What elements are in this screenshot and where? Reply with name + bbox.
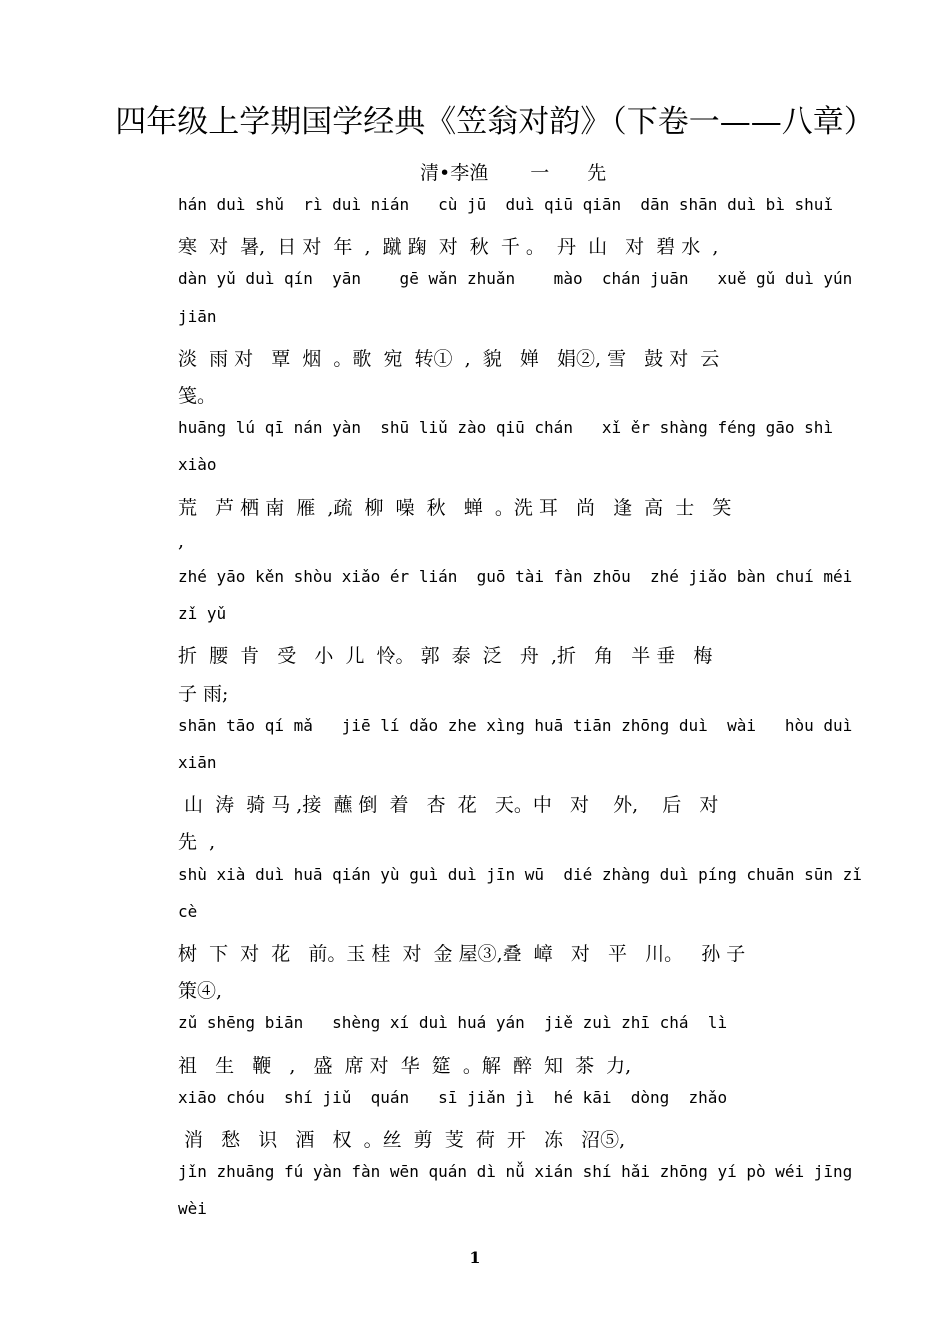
verse-line: 祖 生 鞭 , 盛 席 对 华 筵 。解 醉 知 茶 力, <box>178 1054 632 1077</box>
pinyin-line: dàn yǔ duì qín yān gē wǎn zhuǎn mào chán juān xuě gǔ duì yún <box>178 269 853 289</box>
pinyin-line: cè <box>178 901 198 921</box>
verse-line: 消 愁 识 酒 权 。丝 剪 芰 荷 开 冻 沼⑤, <box>178 1129 626 1151</box>
author: 清•李渔 <box>420 162 489 184</box>
pinyin-line: zhé yāo kěn shòu xiǎo ér lián guō tài fàn zhōu zhé jiǎo bàn chuí méi <box>178 567 853 586</box>
pinyin-line: xiān <box>178 753 217 772</box>
verse-line: 荒 芦 栖 南 雁 ,疏 柳 噪 秋 蝉 。洗 耳 尚 逢 高 士 笑 <box>178 496 732 519</box>
verse-line: 策④, <box>178 980 223 1003</box>
verse-line: 折 腰 肯 受 小 儿 怜。 郭 泰 泛 舟 ,折 角 半 垂 梅 <box>178 645 713 668</box>
verse-line: 山 涛 骑 马 ,接 蘸 倒 着 杏 花 天。中 对 外, 后 对 <box>178 794 719 817</box>
verse-line: 淡 雨 对 覃 烟 。歌 宛 转① , 貌 婵 娟②, 雪 鼓 对 云 <box>178 347 720 370</box>
verse-line: 子 雨; <box>178 682 229 705</box>
verse-line: 笺。 <box>178 385 217 407</box>
pinyin-line: xiāo chóu shí jiǔ quán sī jiǎn jì hé kāi dòng zhǎo <box>178 1087 728 1107</box>
pinyin-line: huāng lú qī nán yàn shū liǔ zào qiū chán xǐ ěr shàng féng gāo shì <box>178 418 834 438</box>
verse-line: 树 下 对 花 前。玉 桂 对 金 屋③,叠 嶂 对 平 川。 孙 子 <box>178 943 746 965</box>
pinyin-line: zǔ shēng biān shèng xí duì huá yán jiě zuì zhī chá lì <box>178 1013 728 1033</box>
verse-line: , <box>178 529 185 552</box>
page-number: 1 <box>469 1248 481 1267</box>
pinyin-line: jiān <box>178 306 217 326</box>
verse-line: 寒 对 暑, 日 对 年 , 蹴 踘 对 秋 千 。 丹 山 对 碧 水 , <box>178 236 719 259</box>
pinyin-line: zǐ yǔ <box>178 604 227 624</box>
pinyin-line: xiào <box>178 455 217 475</box>
verse-line: 先 , <box>178 831 216 854</box>
pinyin-line: jǐn zhuāng fú yàn fàn wēn quán dì nǚ xián shí hǎi zhōng yí pò wéi jīng <box>178 1162 853 1182</box>
byline <box>420 158 622 185</box>
page-title: 四年级上学期国学经典《笠翁对韵》（下卷一——八章） <box>115 104 875 140</box>
pinyin-line: wèi <box>178 1199 207 1219</box>
pinyin-line: shù xià duì huā qián yù guì duì jīn wū dié zhàng duì píng chuān sūn zǐ <box>178 864 862 884</box>
pinyin-line: hán duì shǔ rì duì nián cù jū duì qiū qiān dān shān duì bì shuǐ <box>178 195 834 214</box>
pinyin-line: shān tāo qí mǎ jiē lí dǎo zhe xìng huā tiān zhōng duì wài hòu duì <box>178 715 853 735</box>
chapter-heading: 一 先 <box>530 162 623 184</box>
